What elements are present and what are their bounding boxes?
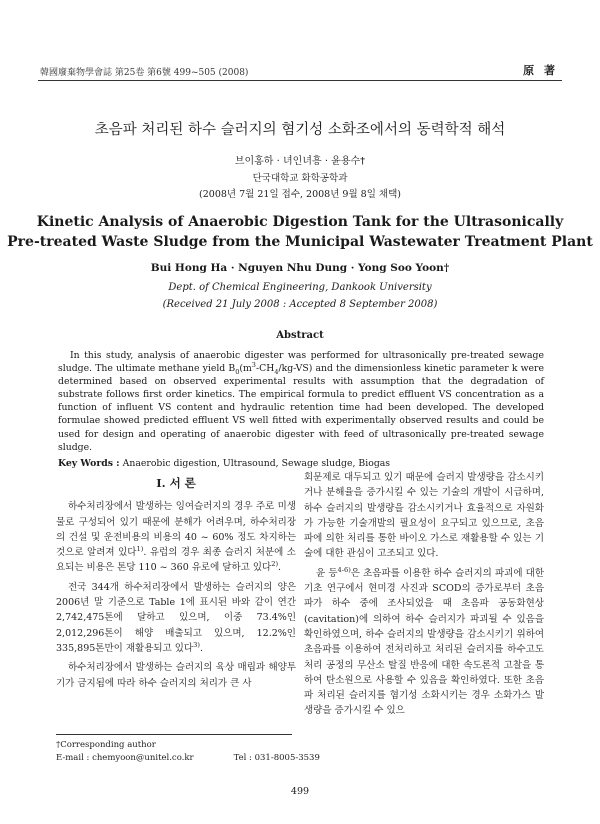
abstract-part1: In this study, analysis of anaerobic digester was performed for ultrasonically pre-treated sewage sludge. The ultimate methane yield B	[58, 350, 544, 375]
affiliation-korean: 단국대학교 화학공학과	[252, 173, 348, 184]
right-column	[304, 470, 544, 723]
corresponding-label: †Corresponding author	[56, 740, 156, 750]
abstract-sup3: 3	[251, 361, 256, 369]
article-type-tag: 原 著	[523, 64, 558, 77]
journal-citation: 韓國廢棄物學會誌 第25卷 第6號 499~505 (2008)	[40, 68, 249, 78]
keywords-text: Anaerobic digestion, Ultrasound, Sewage sludge, Biogas	[122, 458, 391, 469]
authors-english: Bui Hong Ha · Nguyen Nhu Dung · Yong Soo Yoon†	[150, 262, 450, 274]
paragraph	[304, 566, 544, 719]
title-english-line2: Pre-treated Waste Sludge from the Municipal Wastewater Treatment Plant	[7, 234, 593, 250]
abstract-body	[58, 349, 544, 454]
keywords-label: Key Words :	[58, 458, 120, 469]
page-number: 499	[290, 786, 310, 797]
title-korean: 초음파 처리된 하수 슬러지의 혐기성 소화조에서의 동력학적 해석	[94, 122, 506, 138]
paragraph-text: 윤 등	[316, 567, 338, 579]
abstract-part3: -CH	[255, 363, 275, 375]
section-heading-introduction: I. 서 론	[156, 476, 196, 490]
paragraph: 하수처리장에서 발생하는 슬러지의 육상 매립과 해양투기가 금지됨에 따라 하수 슬러지의 처리가 큰 사	[56, 662, 296, 689]
abstract-part4: /kg-VS) and the dimensionless kinetic parameter k were determined based on observed experimental results with assumption that the degradation of substrate follows first order kinetics. The empirical formula to predict effluent VS concentration as a function of influent VS content and hydraulic retention time had been developed. The developed formulae showed predicted effluent VS well fitted with experimentally observed results and could be used for design and operating of anaerobic digester with feed of ultrasonically pre-treated sewage sludge.	[58, 363, 544, 453]
authors-korean: 브이홍하 · 녀인녀흥 · 윤용수†	[234, 156, 366, 167]
paragraph-text: 전국 344개 하수처리장에서 발생하는 슬러지의 양은 2006년 말 기준으로 Table 1에 표시된 바와 같이 연간 2,742,475톤에 달하고 있으며, 이중 73.4%인 2,012,296톤이 해양 배출되고 있으며, 12.2%인 335,895톤만이 재활용되고 있다	[56, 581, 296, 654]
running-header	[38, 62, 562, 81]
author-phone: Tel : 031-8005-3539	[233, 753, 320, 763]
citation-ref: 3)	[193, 640, 200, 649]
abstract-heading: Abstract	[276, 330, 324, 341]
dates-korean: (2008년 7월 21일 접수, 2008년 9월 8일 채택)	[199, 189, 401, 200]
dates-english: (Received 21 July 2008 : Accepted 8 September 2008)	[162, 299, 438, 310]
citation-ref: 2)	[271, 560, 279, 569]
affiliation-english: Dept. of Chemical Engineering, Dankook University	[168, 282, 432, 293]
citation-ref: 1)	[136, 545, 144, 554]
paragraph-text: . 유럽의 경우 최종 슬러지 처분에 소요되는 비용은 톤당 110 ~ 360 유로에 달하고 있다	[56, 547, 296, 574]
abstract-part2: (m	[239, 363, 252, 375]
abstract-sub0: 0	[235, 367, 240, 376]
paragraph	[56, 499, 296, 575]
paragraph-text: .	[199, 642, 203, 654]
title-english-line1: Kinetic Analysis of Anaerobic Digestion Tank for the Ultrasonically	[36, 214, 564, 230]
paragraph: 회문제로 대두되고 있기 때문에 슬러지 발생량을 감소시키거나 분해율을 증가시킬 수 있는 기술의 개발이 시급하며, 하수 슬러지의 발생량을 감소시키거나 효율적으로 자원화가 가능한 기술개발의 필요성이 요구되고 있으므로, 초음파에 의한 처리를 통한 바이오 가스로 재활용할 수 있는 기술에 대한 관심이 고조되고 있다.	[304, 472, 544, 560]
paragraph-text: .	[278, 562, 282, 574]
title-english	[0, 212, 600, 252]
author-email: E-mail : chemyoon@unitel.co.kr	[56, 753, 194, 763]
citation-ref: 4-6)	[337, 565, 351, 574]
paragraph	[56, 580, 296, 656]
paragraph-text: 하수처리장에서 발생하는 잉여슬러지의 경우 주로 미생물로 구성되어 있기 때문에 분해가 어려우며, 하수처리장의 건설 및 운전비용의 비용의 40 ~ 60% 정도 차지하는 것으로 알려져 있다	[56, 501, 296, 559]
paragraph-text: 은 초음파를 이용한 하수 슬러지의 파괴에 대한 기초 연구에서 현미경 사진과 SCOD의 증가로부터 초음파가 하수 중에 조사되었을 때 초음파 공동화현상(cavitation)에 의하여 하수 슬러지가 파괴될 수 있음을 확인하였으며, 하수 슬러지의 발생량을 감소시키기 위하여 초음파를 이용하여 전처리하고 처리된 슬러지를 하수고도처리 공정의 무산소 탈질 반응에 대한 속도론적 고찰을 통하여 탄소원으로 사용할 수 있음을 확인하였다. 또한 초음파 처리된 슬러지를 혐기성 소화시키는 경우 소화가스 발생량을 증가시킬 수 있으	[304, 567, 545, 717]
keywords	[58, 458, 544, 469]
footnote-contact	[56, 752, 320, 765]
abstract-sub4: 4	[274, 367, 279, 376]
left-column	[56, 470, 296, 695]
corresponding-author-footnote	[56, 734, 320, 765]
